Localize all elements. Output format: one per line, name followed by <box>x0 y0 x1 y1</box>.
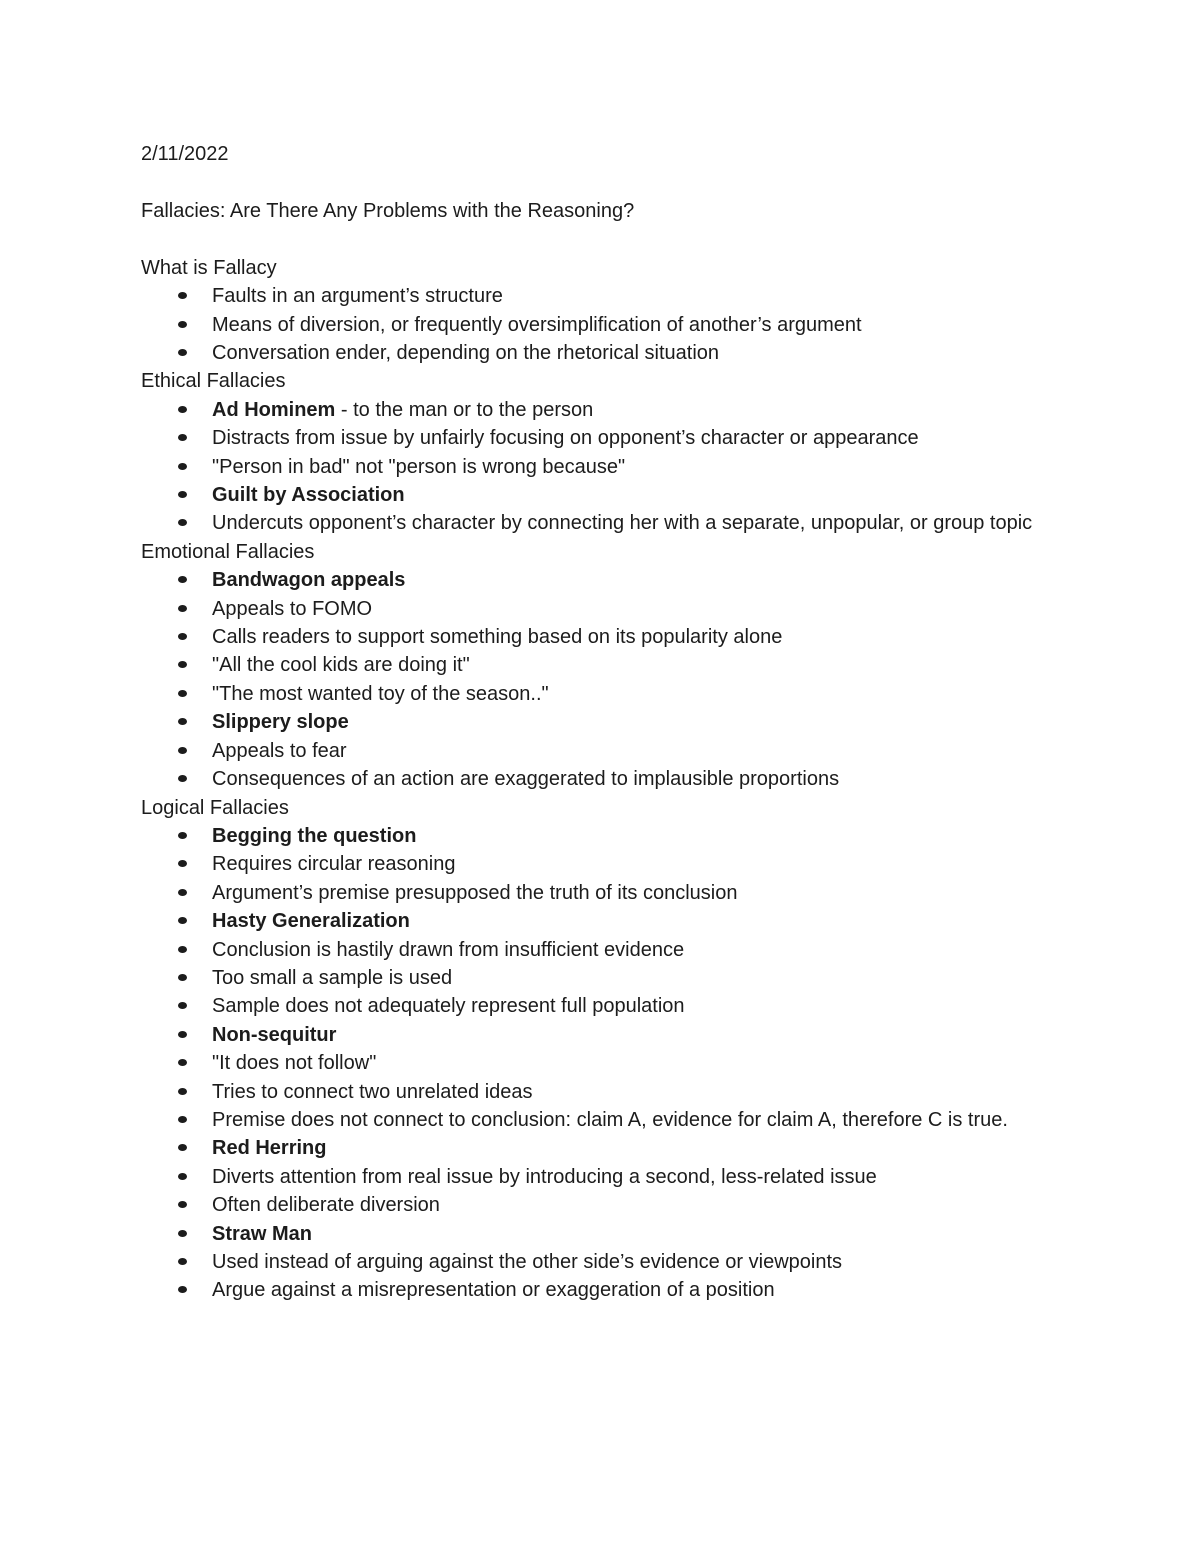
list-item <box>141 1078 1061 1106</box>
term-label: Non-sequitur <box>212 1023 337 1046</box>
bullet-icon <box>178 434 187 441</box>
list-item <box>141 1276 1061 1304</box>
item-text: Sample does not adequately represent full population <box>212 995 685 1018</box>
document-page <box>141 140 1061 1305</box>
list-item <box>141 964 1061 992</box>
list-item <box>141 936 1061 964</box>
bullet-icon <box>178 747 187 754</box>
term-label: Bandwagon appeals <box>212 569 406 592</box>
bullet-icon <box>178 661 187 668</box>
bullet-icon <box>178 406 187 413</box>
list-item <box>141 1106 1061 1134</box>
section-heading: Logical Fallacies <box>141 796 289 819</box>
bullet-icon <box>178 1088 187 1095</box>
list-item <box>141 708 1061 736</box>
term-label: Guilt by Association <box>212 484 405 507</box>
list-item <box>141 396 1061 424</box>
list-item <box>141 1021 1061 1049</box>
list-item <box>141 680 1061 708</box>
list-item <box>141 651 1061 679</box>
item-text: Calls readers to support something based on its popularity alone <box>212 626 783 649</box>
item-text: Argument’s premise presupposed the truth of its conclusion <box>212 881 738 904</box>
item-text: - to the man or to the person <box>335 398 594 421</box>
bullet-list <box>141 822 1061 1305</box>
list-item <box>141 453 1061 481</box>
sections-container <box>141 254 1061 1305</box>
list-item <box>141 424 1061 452</box>
bullet-icon <box>178 633 187 640</box>
bullet-icon <box>178 1286 187 1293</box>
term-label: Begging the question <box>212 824 417 847</box>
list-item <box>141 1220 1061 1248</box>
item-text: Diverts attention from real issue by introducing a second, less-related issue <box>212 1165 877 1188</box>
bullet-icon <box>178 1144 187 1151</box>
item-text: Appeals to fear <box>212 739 347 762</box>
item-text: Distracts from issue by unfairly focusing on opponent’s character or appearance <box>212 427 919 450</box>
list-item <box>141 509 1061 537</box>
list-item <box>141 879 1061 907</box>
term-label: Red Herring <box>212 1137 327 1160</box>
item-text: "Person in bad" not "person is wrong because" <box>212 455 626 478</box>
list-item <box>141 311 1061 339</box>
list-item <box>141 737 1061 765</box>
bullet-icon <box>178 690 187 697</box>
item-text: Undercuts opponent’s character by connecting her with a separate, unpopular, or group topic <box>212 512 1033 535</box>
bullet-icon <box>178 463 187 470</box>
list-item <box>141 282 1061 310</box>
list-item <box>141 1134 1061 1162</box>
bullet-list <box>141 396 1061 538</box>
item-text: Used instead of arguing against the other side’s evidence or viewpoints <box>212 1251 843 1274</box>
item-text: Means of diversion, or frequently oversimplification of another’s argument <box>212 313 862 336</box>
bullet-icon <box>178 718 187 725</box>
item-text: Often deliberate diversion <box>212 1194 440 1217</box>
note-date: 2/11/2022 <box>141 143 229 165</box>
list-item <box>141 595 1061 623</box>
bullet-icon <box>178 321 187 328</box>
list-item <box>141 850 1061 878</box>
bullet-icon <box>178 1173 187 1180</box>
item-text: Conversation ender, depending on the rhetorical situation <box>212 342 720 365</box>
item-text: "All the cool kids are doing it" <box>212 654 470 677</box>
item-text: Conclusion is hastily drawn from insufficient evidence <box>212 938 685 961</box>
bullet-icon <box>178 1059 187 1066</box>
term-label: Slippery slope <box>212 711 349 734</box>
list-item <box>141 1191 1061 1219</box>
bullet-icon <box>178 1002 187 1009</box>
bullet-icon <box>178 519 187 526</box>
note-title: Fallacies: Are There Any Problems with the Reasoning? <box>141 200 635 222</box>
list-item <box>141 566 1061 594</box>
item-text: Premise does not connect to conclusion: claim A, evidence for claim A, therefore C is true. <box>212 1108 1008 1131</box>
term-label: Straw Man <box>212 1222 313 1245</box>
list-item <box>141 765 1061 793</box>
bullet-icon <box>178 1116 187 1123</box>
item-text: Too small a sample is used <box>212 966 453 989</box>
bullet-icon <box>178 605 187 612</box>
bullet-icon <box>178 832 187 839</box>
bullet-icon <box>178 349 187 356</box>
bullet-icon <box>178 974 187 981</box>
bullet-icon <box>178 1258 187 1265</box>
bullet-list <box>141 282 1061 367</box>
item-text: Consequences of an action are exaggerated to implausible proportions <box>212 768 840 791</box>
bullet-list <box>141 566 1061 793</box>
item-text: Appeals to FOMO <box>212 597 373 620</box>
bullet-icon <box>178 491 187 498</box>
list-item <box>141 1163 1061 1191</box>
bullet-icon <box>178 775 187 782</box>
bullet-icon <box>178 946 187 953</box>
item-text: Faults in an argument’s structure <box>212 285 503 308</box>
item-text: Tries to connect two unrelated ideas <box>212 1080 533 1103</box>
item-text: Requires circular reasoning <box>212 853 456 876</box>
bullet-icon <box>178 1031 187 1038</box>
item-text: "The most wanted toy of the season.." <box>212 682 549 705</box>
list-item <box>141 822 1061 850</box>
list-item <box>141 339 1061 367</box>
list-item <box>141 623 1061 651</box>
bullet-icon <box>178 292 187 299</box>
bullet-icon <box>178 1230 187 1237</box>
list-item <box>141 992 1061 1020</box>
section-heading: Ethical Fallacies <box>141 370 286 393</box>
bullet-icon <box>178 1201 187 1208</box>
item-text: "It does not follow" <box>212 1052 377 1075</box>
bullet-icon <box>178 889 187 896</box>
list-item <box>141 1248 1061 1276</box>
section-heading: Emotional Fallacies <box>141 540 315 563</box>
item-text: Argue against a misrepresentation or exaggeration of a position <box>212 1279 775 1302</box>
bullet-icon <box>178 860 187 867</box>
term-label: Ad Hominem <box>212 398 336 421</box>
bullet-icon <box>178 576 187 583</box>
list-item <box>141 481 1061 509</box>
term-label: Hasty Generalization <box>212 910 410 933</box>
list-item <box>141 907 1061 935</box>
section-heading: What is Fallacy <box>141 256 277 279</box>
bullet-icon <box>178 917 187 924</box>
list-item <box>141 1049 1061 1077</box>
